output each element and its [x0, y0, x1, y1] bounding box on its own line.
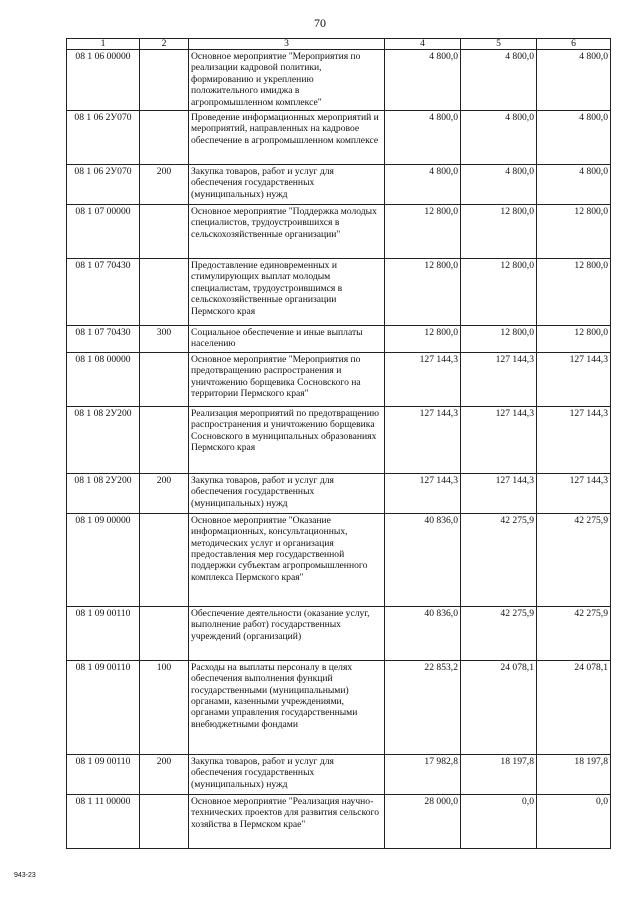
row-type	[140, 606, 189, 660]
row-value-4: 22 853,2	[385, 660, 461, 754]
row-code: 08 1 09 00110	[67, 606, 140, 660]
row-value-6: 127 144,3	[537, 406, 611, 473]
page-number: 70	[314, 16, 326, 30]
row-value-5: 18 197,8	[461, 754, 537, 794]
row-code: 08 1 09 00110	[67, 754, 140, 794]
row-type: 200	[140, 754, 189, 794]
row-value-4: 127 144,3	[385, 406, 461, 473]
row-value-6: 18 197,8	[537, 754, 611, 794]
row-type: 200	[140, 473, 189, 513]
header-cell-4: 4	[385, 39, 461, 50]
row-value-5: 24 078,1	[461, 660, 537, 754]
row-code: 08 1 07 70430	[67, 259, 140, 326]
row-value-5: 127 144,3	[461, 473, 537, 513]
row-value-5: 12 800,0	[461, 259, 537, 326]
row-code: 08 1 11 00000	[67, 794, 140, 848]
row-value-6: 12 800,0	[537, 205, 611, 259]
table-row	[67, 406, 611, 473]
row-value-6: 12 800,0	[537, 326, 611, 353]
row-code: 08 1 08 00000	[67, 352, 140, 406]
row-name: Предоставление единовременных и стимулирующих выплат молодым специалистам, трудоустроившимся в сельскохозяйственные организации Пермского края	[189, 259, 385, 326]
table-row	[67, 473, 611, 513]
row-value-5: 4 800,0	[461, 165, 537, 205]
table-row	[67, 50, 611, 111]
row-value-5: 42 275,9	[461, 513, 537, 606]
table-row	[67, 794, 611, 848]
row-value-6: 42 275,9	[537, 513, 611, 606]
row-value-4: 4 800,0	[385, 111, 461, 165]
row-name: Обеспечение деятельности (оказание услуг, выполнение работ) государственных учреждений (организаций)	[189, 606, 385, 660]
table-row	[67, 205, 611, 259]
table-row	[67, 259, 611, 326]
header-cell-2: 2	[140, 39, 189, 50]
row-value-5: 12 800,0	[461, 205, 537, 259]
row-value-5: 4 800,0	[461, 50, 537, 111]
row-value-4: 127 144,3	[385, 352, 461, 406]
row-name: Социальное обеспечение и иные выплаты населению	[189, 326, 385, 353]
table-row	[67, 111, 611, 165]
row-value-4: 127 144,3	[385, 473, 461, 513]
row-value-5: 4 800,0	[461, 111, 537, 165]
header-cell-5: 5	[461, 39, 537, 50]
row-value-4: 28 000,0	[385, 794, 461, 848]
row-value-5: 0,0	[461, 794, 537, 848]
row-type: 200	[140, 165, 189, 205]
row-type	[140, 352, 189, 406]
row-name: Основное мероприятие "Поддержка молодых специалистов, трудоустроившихся в сельскохозяйственные организации"	[189, 205, 385, 259]
row-value-5: 127 144,3	[461, 406, 537, 473]
budget-table	[66, 38, 611, 849]
row-name: Основное мероприятие "Мероприятия по реализации кадровой политики, формированию и укреплению положительного имиджа в агропромышленном комплексе"	[189, 50, 385, 111]
row-value-4: 4 800,0	[385, 50, 461, 111]
row-code: 08 1 07 70430	[67, 326, 140, 353]
header-row	[67, 39, 611, 50]
row-value-5: 42 275,9	[461, 606, 537, 660]
row-type	[140, 111, 189, 165]
table-row	[67, 326, 611, 353]
row-value-6: 4 800,0	[537, 50, 611, 111]
row-type	[140, 205, 189, 259]
row-name: Закупка товаров, работ и услуг для обеспечения государственных (муниципальных) нужд	[189, 473, 385, 513]
row-code: 08 1 06 2У070	[67, 165, 140, 205]
row-name: Основное мероприятие "Реализация научно-технических проектов для развития сельского хозяйства в Пермском крае"	[189, 794, 385, 848]
row-type	[140, 259, 189, 326]
row-type	[140, 794, 189, 848]
row-value-5: 12 800,0	[461, 326, 537, 353]
header-cell-3: 3	[189, 39, 385, 50]
row-value-6: 0,0	[537, 794, 611, 848]
row-type	[140, 406, 189, 473]
row-value-6: 4 800,0	[537, 165, 611, 205]
row-code: 08 1 06 00000	[67, 50, 140, 111]
row-value-6: 24 078,1	[537, 660, 611, 754]
row-code: 08 1 08 2У200	[67, 473, 140, 513]
table-row	[67, 606, 611, 660]
footer-code: 943-23	[14, 872, 36, 879]
row-value-6: 127 144,3	[537, 473, 611, 513]
row-code: 08 1 08 2У200	[67, 406, 140, 473]
table-row	[67, 660, 611, 754]
row-type: 300	[140, 326, 189, 353]
row-code: 08 1 09 00110	[67, 660, 140, 754]
row-value-6: 127 144,3	[537, 352, 611, 406]
row-value-4: 40 836,0	[385, 606, 461, 660]
row-value-5: 127 144,3	[461, 352, 537, 406]
row-value-4: 4 800,0	[385, 165, 461, 205]
row-name: Реализация мероприятий по предотвращению распространения и уничтожению борщевика Сосновского в муниципальных образованиях Пермского края	[189, 406, 385, 473]
table-row	[67, 754, 611, 794]
row-name: Проведение информационных мероприятий и мероприятий, направленных на кадровое обеспечение в агропромышленном комплексе	[189, 111, 385, 165]
row-code: 08 1 07 00000	[67, 205, 140, 259]
row-value-6: 4 800,0	[537, 111, 611, 165]
table-row	[67, 165, 611, 205]
row-value-6: 42 275,9	[537, 606, 611, 660]
row-value-4: 40 836,0	[385, 513, 461, 606]
row-name: Закупка товаров, работ и услуг для обеспечения государственных (муниципальных) нужд	[189, 754, 385, 794]
row-type: 100	[140, 660, 189, 754]
row-name: Основное мероприятие "Оказание информационных, консультационных, методических услуг и организация предоставления мер государственной поддержки субъектам агропромышленного комплекса Пермского края"	[189, 513, 385, 606]
table-row	[67, 352, 611, 406]
row-value-4: 12 800,0	[385, 326, 461, 353]
row-code: 08 1 06 2У070	[67, 111, 140, 165]
row-value-4: 12 800,0	[385, 259, 461, 326]
row-type	[140, 50, 189, 111]
row-type	[140, 513, 189, 606]
row-value-4: 12 800,0	[385, 205, 461, 259]
row-name: Расходы на выплаты персоналу в целях обеспечения выполнения функций государственными (муниципальными) органами, казенными учреждениями, органами управления государственными внебюджетными фондами	[189, 660, 385, 754]
row-name: Основное мероприятие "Мероприятия по предотвращению распространения и уничтожению борщевика Сосновского на территории Пермского края"	[189, 352, 385, 406]
header-cell-1: 1	[67, 39, 140, 50]
row-name: Закупка товаров, работ и услуг для обеспечения государственных (муниципальных) нужд	[189, 165, 385, 205]
row-code: 08 1 09 00000	[67, 513, 140, 606]
row-value-6: 12 800,0	[537, 259, 611, 326]
header-cell-6: 6	[537, 39, 611, 50]
row-value-4: 17 982,8	[385, 754, 461, 794]
table-row	[67, 513, 611, 606]
